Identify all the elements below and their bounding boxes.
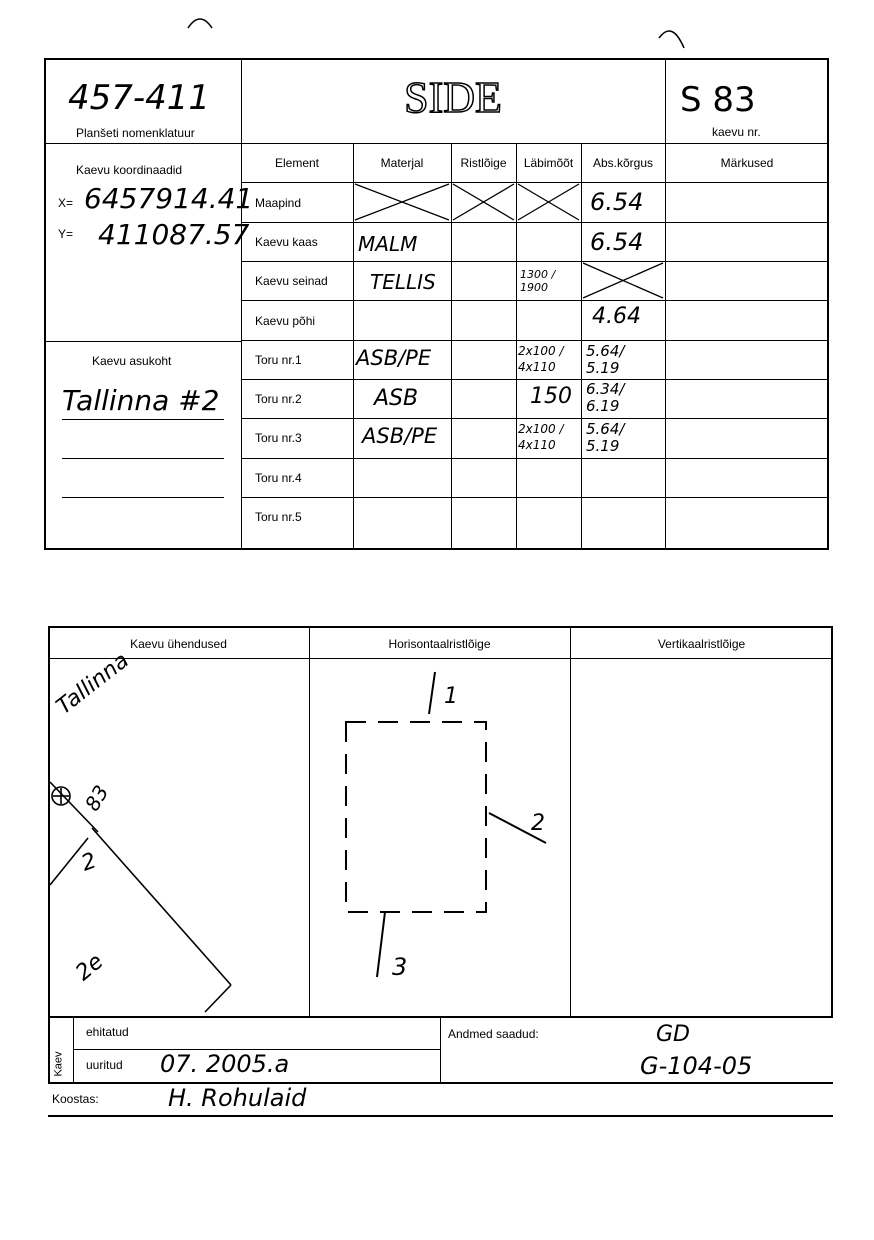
row-element: Toru nr.1 — [255, 353, 302, 367]
pipe-3-label: 3 — [392, 953, 408, 981]
header-abs-height: Abs.kõrgus — [592, 156, 654, 170]
location-label: Kaevu asukoht — [92, 354, 172, 368]
street-label: Tallinna — [52, 648, 134, 720]
row-element: Kaevu kaas — [255, 235, 318, 249]
cell-abs: 6.54 — [590, 228, 644, 256]
connection-pipe-label: 2 — [78, 848, 100, 877]
cell-abs: 6.54 — [590, 188, 644, 216]
cell-diameter: 2x100 / 4x110 — [518, 422, 564, 452]
cell-material: ASB — [374, 386, 419, 411]
surveyed-label: uuritud — [86, 1058, 123, 1072]
horizontal-section-label: Horisontaalristlõige — [388, 637, 491, 651]
page-title: SIDE — [404, 73, 502, 122]
cell-abs: 5.64/ 5.19 — [586, 342, 625, 377]
row-element: Toru nr.5 — [255, 510, 302, 524]
row-element: Toru nr.3 — [255, 431, 302, 445]
well-label: 83 — [79, 780, 114, 816]
cell-diameter: 1300 / 1900 — [520, 268, 556, 294]
nomenclature-value: 457-411 — [68, 78, 211, 118]
y-prefix: Y= — [58, 227, 74, 241]
built-label: ehitatud — [86, 1025, 129, 1039]
nomenclature-label: Planšeti nomenklatuur — [76, 126, 195, 140]
well-number-label: kaevu nr. — [712, 125, 761, 139]
data-source-label: Andmed saadud: — [448, 1027, 539, 1041]
data-source-value: GD — [656, 1022, 690, 1047]
header-notes: Märkused — [720, 156, 774, 170]
surveyed-value: 07. 2005.a — [160, 1050, 290, 1078]
cell-material: ASB/PE — [362, 424, 438, 448]
header-section: Ristlõige — [460, 156, 507, 170]
row-element: Kaevu põhi — [255, 314, 316, 328]
row-element: Maapind — [255, 196, 302, 210]
cell-material: MALM — [358, 232, 418, 256]
y-coordinate: 411087.57 — [98, 218, 250, 251]
author-value: H. Rohulaid — [168, 1084, 307, 1112]
cell-diameter: 150 — [530, 384, 572, 409]
header-material: Materjal — [380, 156, 424, 170]
pipe-3-line — [377, 912, 385, 977]
header-diameter: Läbimõõt — [523, 156, 574, 170]
cell-material: ASB/PE — [356, 346, 432, 370]
cell-abs: 5.64/ 5.19 — [586, 420, 625, 455]
well-number-value: S 83 — [680, 80, 756, 120]
plot-label: 2e — [71, 949, 109, 986]
vertical-section-label: Vertikaalristlõige — [657, 637, 746, 651]
pipe-1-label: 1 — [444, 684, 458, 709]
author-label: Koostas: — [52, 1092, 99, 1106]
data-source-code: G-104-05 — [640, 1052, 753, 1080]
pipe-2-label: 2 — [531, 811, 545, 836]
cell-diameter: 2x100 / 4x110 — [518, 344, 564, 374]
cell-abs: 6.34/ 6.19 — [586, 380, 625, 415]
row-element: Toru nr.2 — [255, 392, 302, 406]
cell-material: TELLIS — [370, 270, 436, 294]
x-prefix: X= — [58, 196, 74, 210]
cell-abs: 4.64 — [592, 304, 641, 329]
header-element: Element — [274, 156, 320, 170]
row-element: Kaevu seinad — [255, 274, 328, 288]
x-coordinate: 6457914.41 — [84, 182, 254, 215]
coordinates-label: Kaevu koordinaadid — [76, 163, 183, 177]
pipe-1-line — [429, 672, 435, 714]
location-value: Tallinna #2 — [62, 384, 220, 417]
row-element: Toru nr.4 — [255, 471, 302, 485]
connections-label: Kaevu ühendused — [130, 637, 227, 651]
well-side-label: Kaev — [52, 1051, 65, 1077]
